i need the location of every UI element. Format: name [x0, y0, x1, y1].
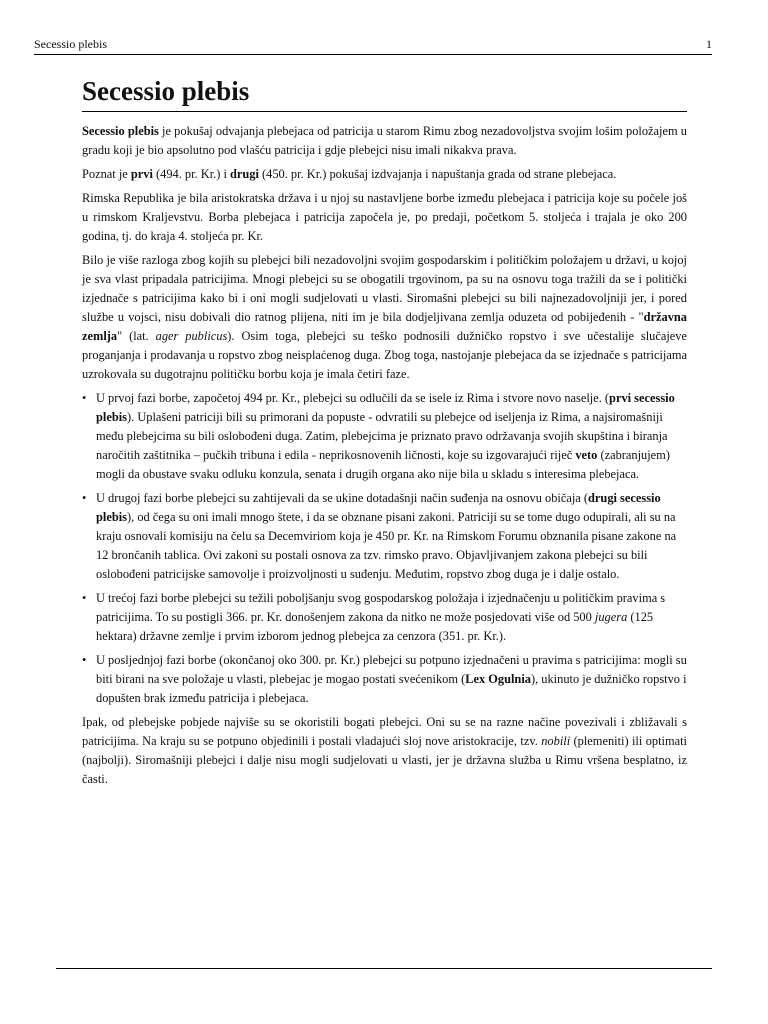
article-body: [82, 70, 687, 794]
bullet-icon: •: [82, 391, 87, 405]
paragraph-reasons: Bilo je više razloga zbog kojih su plebejci bili nezadovoljni svojim gospodarskim i političkim položajem u državi, u kojoj je sva vlast pripadala patricijima. Mnogi plebejci su se obogatili trgovinom, pa su na osnovu toga tražili da se i politički izjednače s patricijima kako bi i oni mogli sudjelovati u vlasti. Siromašni plebejci su bili najnezadovoljniji jer, i pored službe u vojsci, nisu dobivali dio ratnog plijena, niti im je bila dodjeljivana zemlja oduzeta od pobijeđenih - "državna zemlja" (lat. ager publicus). Osim toga, plebejci su teško podnosili dužničko ropstvo i sve učestalije slučajeve proganjanja i prodavanja u ropstvo zbog neisplaćenog duga. Zbog toga, nastojanje plebejaca da se izjednače s patricijama uzrokovala su dugotrajnu političku borbu koja je imala četiri faze.: [82, 253, 687, 381]
bold-term: drugi secessio plebis: [96, 491, 661, 524]
running-title: Secessio plebis: [34, 37, 107, 51]
bold-term: veto: [575, 448, 598, 462]
list-item: • U drugoj fazi borbe plebejci su zahtijevali da se ukine dotadašnji način suđenja na osnovu običaja (drugi secessio plebis), od čega su oni imali mnogo štete, i da se obznane pisani zakoni. Patriciji su se tome dugo odupirali, ali su na kraju osnovali komisiju na čelu sa Decemvirіom koja je 450 pr. Kr. na Rimskom Forumu obznanila pisane zakone na 12 brončanih tablica. Ovi zakoni su postali osnova za tzv. rimsko pravo. Objavljivanjem zakona plebejci su bili oslobođeni patricijske samovolje i proizvoljnosti u suđenju. Međutim, ropstvo zbog duga je i dalje ostalo.: [82, 491, 677, 581]
page-title: Secessio plebis: [82, 76, 250, 106]
footer-rule: [56, 968, 712, 969]
running-header: [34, 36, 712, 52]
bold-term: Lex Ogulnia: [465, 672, 531, 686]
bold-term: prvi secessio plebis: [96, 391, 675, 424]
paragraph-conclusion: Ipak, od plebejske pobjede najviše su se okoristili bogati plebejci. Oni su se na razne načine povezivali i zbližavali s patricijima. Na kraju su se potpuno objedinili i postali vladajući sloj nove aristokracije, tzv. nobili (plemeniti) ili optimati (najbolji). Siromašniji plebejci i dalje nisu mogli sudjelovati u vlasti, jer je državna služba u Rimu vršena besplatno, iz časti.: [82, 715, 688, 786]
bullet-icon: •: [82, 591, 87, 605]
page-number: 1: [706, 37, 712, 51]
italic-term: ager publicus: [155, 329, 228, 343]
bullet-icon: •: [82, 491, 87, 505]
paragraph-intro: Secessio plebis je pokušaj odvajanja plebejaca od patricija u starom Rimu zbog nezadovoljstva svojim lošim položajem u gradu koji je bio apsolutno pod vlašću patricija i gdje plebejci nisu imali nikakva prava.: [82, 124, 687, 157]
italic-term: jugera: [594, 610, 628, 624]
header-rule: [34, 54, 712, 55]
list-item: • U prvoj fazi borbe, započetoj 494 pr. Kr., plebejci su odlučili da se isele iz Rima i stvore novo naselje. (prvi secessio plebis). Uplašeni patriciji bili su primorani da popuste - odvratili su plebejce od iseljenja iz Rima, a najsiromašniji među plebejcima su bili oslobođeni duga. Zatim, plebejcima je priznato pravo održavanja svojih skupština i biranja naročitih zaštitnika – pučkih tribuna i edila - neprikosnovenih ličnosti, koje su izgovarajući riječ veto (zabranjujem) mogli da obustave svaku odluku konzula, senata i drugih organa ako nije bila u skladu s interesima plebejaca.: [82, 391, 675, 481]
bold-term: drugi: [230, 167, 259, 181]
bullet-icon: •: [82, 653, 87, 667]
bold-term: državna zemlja: [82, 310, 687, 343]
paragraph-attempts: Poznat je prvi (494. pr. Kr.) i drugi (450. pr. Kr.) pokušaj izdvajanja i napuštanja grada od strane plebejaca.: [82, 167, 617, 181]
title-rule: [82, 111, 687, 112]
paragraph-republic: Rimska Republika je bila aristokratska država i u njoj su nastavljene borbe između plebejaca i patricija koje su počele još u rimskom Kraljevstvu. Borba plebejaca i patricija započela je, po predaji, početkom 5. stoljeća i trajala je oko 200 godina, tj. do kraja 4. stoljeća pr. Kr.: [82, 191, 687, 243]
list-item: • U posljednjoj fazi borbe (okončanoj oko 300. pr. Kr.) plebejci su potpuno izjednačeni u pravima s patricijima: mogli su biti birani na sve položaje u vlasti, plebejac je mogao postati svećenikom (Lex Ogulnia), ukinuto je dužničko ropstvo i dopušten brak između patricija i plebejaca.: [82, 653, 687, 705]
list-item: • U trećoj fazi borbe plebejci su težili poboljšanju svog gospodarskog položaja i izjednačenju u političkim pravima s patricijima. To su postigli 366. pr. Kr. donošenjem zakona da nitko ne može posjedovati više od 500 jugera (125 hektara) državne zemlje i prvim izborom jednog plebejca za cenzora (351. pr. Kr.).: [82, 591, 666, 643]
italic-term: nobili: [541, 734, 571, 748]
bold-term: Secessio plebis: [82, 124, 159, 138]
bold-term: prvi: [130, 167, 153, 181]
phases-list: [82, 389, 687, 708]
